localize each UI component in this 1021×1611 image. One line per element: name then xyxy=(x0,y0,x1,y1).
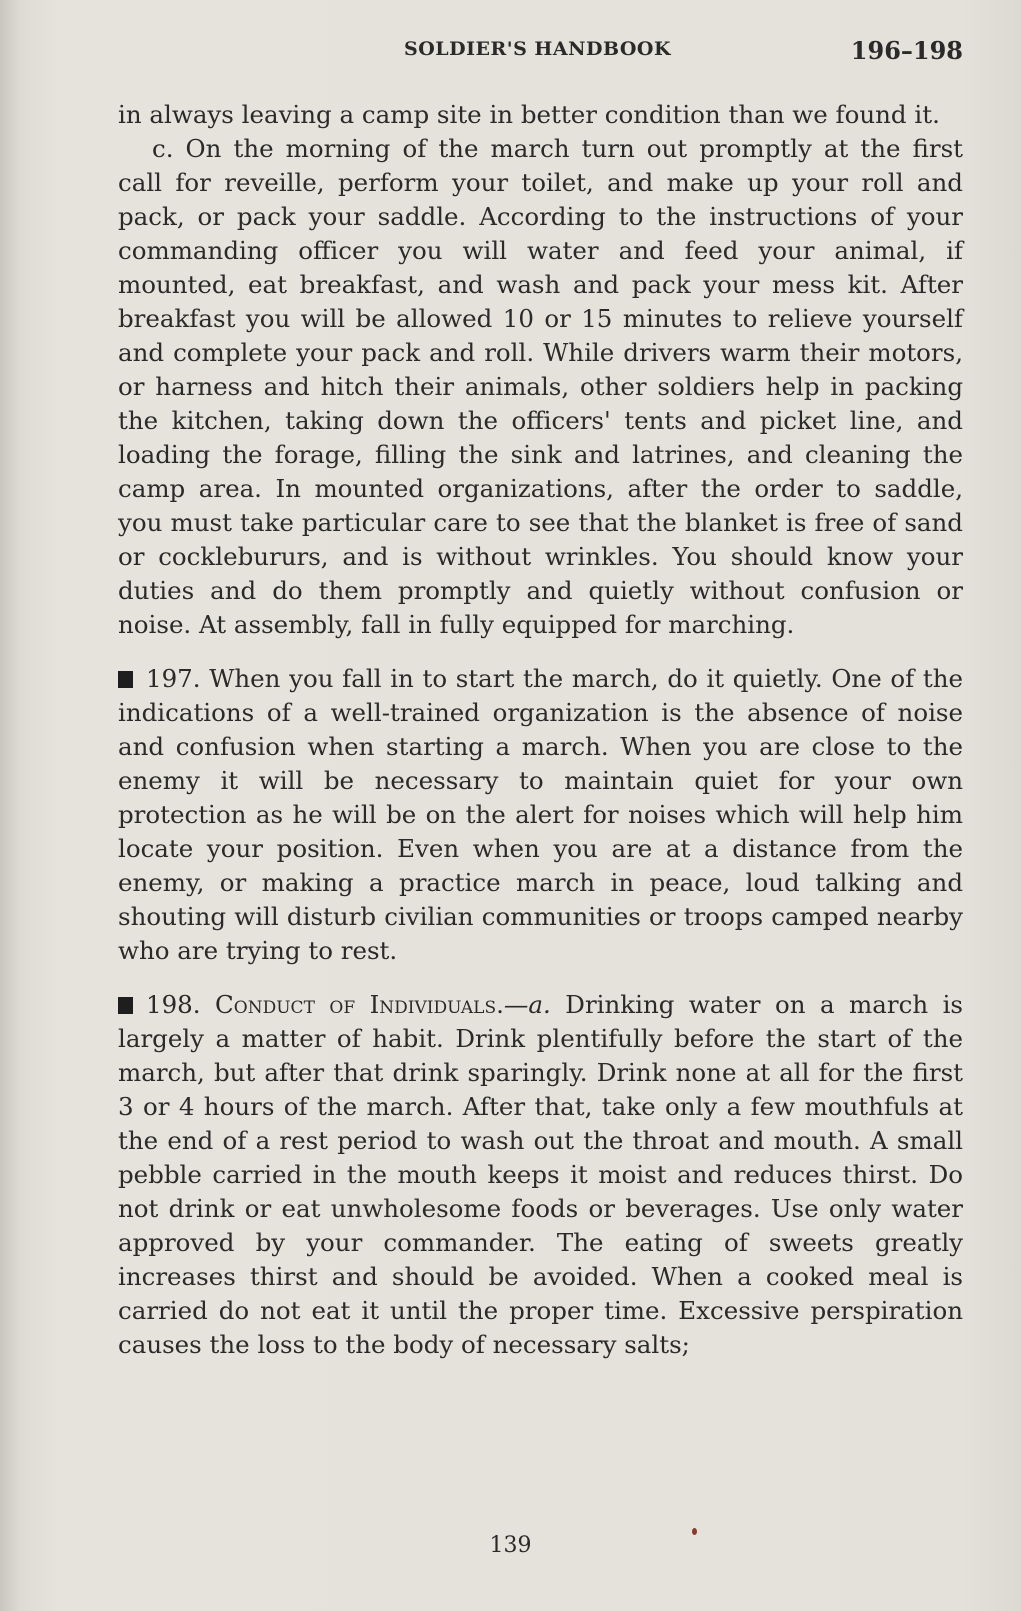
ink-speck xyxy=(692,1528,697,1535)
body-text xyxy=(118,98,963,1362)
paragraph-c: c. On the morning of the march turn out promptly at the first call for reveille, perform your toilet, and make up your roll and pack, or pack your saddle. According to the instructions of your commanding officer you will water and feed your animal, if mounted, eat breakfast, and wash and pack your mess kit. After breakfast you will be allowed 10 or 15 minutes to relieve yourself and complete your pack and roll. While drivers warm their motors, or harness and hitch their animals, other soldiers help in packing the kitchen, taking down the officers' tents and picket line, and loading the forage, filling the sink and latrines, and cleaning the camp area. In mounted organizations, after the order to saddle, you must take particular care to see that the blanket is free of sand or cocklebururs, and is without wrinkles. You should know your duties and do them promptly and quietly without confusion or noise. At assembly, fall in fully equipped for marching. xyxy=(118,134,963,639)
section-198-subpart: —a. xyxy=(503,990,551,1019)
section-198-number: 198. xyxy=(146,990,201,1019)
section-marker-icon xyxy=(118,997,133,1014)
section-198-text: Drinking water on a march is largely a matter of habit. Drink plentifully before the start of the march, but after that drink sparingly. Drink none at all for the first 3 or 4 hours of the march. After that, take only a few mouthfuls at the end of a rest period to wash out the throat and mouth. A small pebble carried in the mouth keeps it moist and reduces thirst. Do not drink or eat unwholesome foods or beverages. Use only water approved by your commander. The eating of sweets greatly increases thirst and should be avoided. When a cooked meal is carried do not eat it until the proper time. Excessive perspiration causes the loss to the body of necessary salts; xyxy=(118,990,963,1359)
page-header xyxy=(118,38,963,68)
section-range: 196–198 xyxy=(850,36,963,65)
section-198 xyxy=(118,988,963,1362)
section-197 xyxy=(118,662,963,968)
running-title: SOLDIER'S HANDBOOK xyxy=(404,38,671,60)
section-198-heading: Conduct of Individuals. xyxy=(215,990,504,1019)
page-number: 139 xyxy=(489,1533,532,1558)
section-marker-icon xyxy=(118,671,133,688)
continuation-paragraph: in always leaving a camp site in better condition than we found it. xyxy=(118,100,940,129)
section-197-text: 197. When you fall in to start the march, do it quietly. One of the indications of a well-trained organization is the absence of noise and confusion when starting a march. When you are close to the enemy it will be necessary to maintain quiet for your own protection as he will be on the alert for noises which will help him locate your position. Even when you are at a distance from the enemy, or making a practice march in peace, loud talking and shouting will disturb civilian communities or troops camped nearby who are trying to rest. xyxy=(118,664,963,965)
